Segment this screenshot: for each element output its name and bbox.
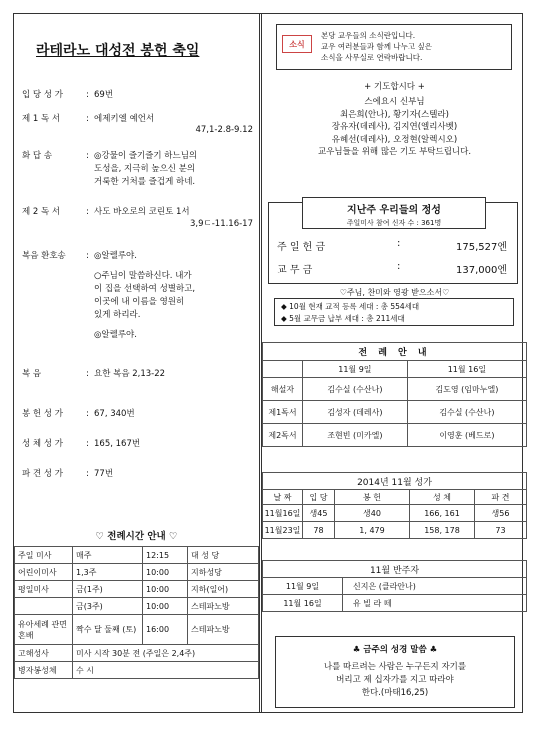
stats-line: ◆ 5월 교무금 납부 세대 : 총 211세대 [281,314,405,323]
table-row [15,581,259,598]
prayer-line: 장유자(데레사), 김지연(엘리사벳) [331,122,458,132]
table-row [15,598,259,615]
table-cell: 해설자 [263,378,303,401]
verse-text [276,661,514,700]
alleluia-l3: 이곳에 내 이름을 영원히 [94,297,185,307]
offering-label: 주 일 헌 금 [277,242,326,253]
worship-schedule-table [14,546,259,679]
hymns-title: 2014년 11월 성가 [263,473,527,490]
liturgy-title: 전 례 안 내 [263,343,527,361]
table-cell: 11월 9일 [303,361,408,378]
table-row [263,595,527,612]
stats-line: ◆ 10월 현재 교적 등록 세대 : 총 554세대 [281,302,420,311]
order-value: 요한 복음 2,13-22 [94,369,166,379]
order-value: 67, 340번 [94,409,135,419]
table-row [15,662,259,679]
table-cell: 매주 [73,547,143,564]
prayer-line: 유혜선(데레사), 오정현(알렉시오) [331,134,458,145]
order-communion: 성 체 성 가 : 165, 167번 [22,438,257,450]
offering-amount: 137,000엔 [455,265,507,276]
table-cell: 제1독서 [263,401,303,424]
table-cell: 미사 시작 30분 전 (주일은 2,4주) [73,645,259,662]
offering-header [302,197,486,229]
table-cell: 수 시 [73,662,259,679]
table-cell: 생45 [303,505,335,522]
table-row [263,490,527,505]
table-cell: 10:00 [143,564,188,581]
order-value: 77번 [94,469,114,479]
table-row [15,645,259,662]
table-cell: 1, 479 [335,522,410,539]
verse-line: 한다.(마태16,25) [361,688,429,698]
order-label: 화 답 송 [22,151,53,161]
table-cell: 생40 [335,505,410,522]
offering-subtitle: 주일미사 참여 신자 수 : 361명 [346,219,442,227]
order-value: 에제키엘 예언서 [94,114,155,124]
table-row [263,561,527,578]
order-value: ◎강물이 즐기즐기 하느님의 [94,151,198,161]
order-offertory: 봉 헌 성 가 : 67, 340번 [22,408,257,420]
table-cell: 병자봉성체 [15,662,73,679]
page-title: 라테라노 대성전 봉헌 축일 [36,43,200,59]
table-cell: 대 성 당 [188,547,259,564]
offering-sep: : [397,238,401,249]
notice-box [276,24,512,70]
prayer-line: 교우님들을 위해 많은 기도 부탁드립니다. [317,147,472,157]
reading1-ref: 47,1-2.8-9.12 [195,125,253,135]
table-cell: 11월 9일 [263,578,343,595]
table-cell: 김수실 (수산나) [303,378,408,401]
table-row [263,505,527,522]
psalm-line2: 도성을, 지극히 높으신 분의 [94,164,196,174]
table-cell: 조현빈 (미카엘) [303,424,408,447]
order-label: 입 당 성 가 [22,90,63,100]
verse-box [275,636,515,708]
table-row [15,547,259,564]
table-cell: 지하(일어) [188,581,259,598]
hymns-table [262,472,527,539]
table-header: 성 체 [410,490,475,505]
worship-schedule-title: ♡ 전례시간 안내 ♡ [95,531,178,542]
prayer-title: + 기도합시다 + [364,82,425,92]
table-row [263,378,527,401]
verse-title: ♣ 금주의 성경 말씀 ♣ [352,645,438,655]
order-value: 165, 167번 [94,439,141,449]
order-reading2: 제 2 독 서 : 사도 바오로의 코린토 1서 [22,206,257,218]
table-row [263,473,527,490]
table-cell: 16:00 [143,615,188,645]
table-cell: 금(1주) [73,581,143,598]
bulletin-page [13,13,523,713]
order-value: ◎알렐루야. [94,251,137,261]
offering-title: 지난주 우리들의 정성 [347,205,441,216]
order-label: 제 1 독 서 [22,114,61,124]
order-label: 제 2 독 서 [22,207,61,217]
order-dismissal: 파 견 성 가 : 77번 [22,468,257,480]
prayer-list [262,96,527,159]
order-label: 봉 헌 성 가 [22,409,63,419]
offering-row-tithe [277,261,507,276]
blessing-text: ♡주님, 찬미와 영광 받으소서♡ [339,288,450,297]
table-cell: 평일미사 [15,581,73,598]
table-header: 입 당 [303,490,335,505]
table-cell: 12:15 [143,547,188,564]
alleluia-l1: ○주님이 말씀하신다. 내가 [94,271,192,281]
order-label: 파 견 성 가 [22,469,63,479]
table-cell: 김수실 (수산나) [407,401,526,424]
order-psalm: 화 답 송 : ◎강물이 즐기즐기 하느님의 [22,150,257,162]
servers-table [262,560,527,612]
left-column [14,14,259,712]
table-row [263,401,527,424]
prayer-line: 스에요시 신부님 [364,97,425,107]
alleluia-l2: 이 집을 선택하여 성별하고, [94,284,196,294]
table-cell: 금(3주) [73,598,143,615]
table-cell: 고해성사 [15,645,73,662]
stats-box [274,298,514,326]
psalm-line3: 거룩한 거처를 즐겁게 하네. [94,177,196,187]
table-cell: 짝수 달 둘째 (토) [73,615,143,645]
table-cell: 스테파노방 [188,615,259,645]
table-cell: 73 [475,522,527,539]
table-cell: 어린이미사 [15,564,73,581]
table-header: 파 견 [475,490,527,505]
table-cell: 1,3주 [73,564,143,581]
table-cell: 지하성당 [188,564,259,581]
table-row [263,522,527,539]
notice-line: 소식을 사무실로 연락바랍니다. [321,53,423,62]
table-row [15,615,259,645]
order-entrance: 입 당 성 가 : 69번 [22,89,257,101]
order-value: 69번 [94,90,114,100]
table-cell: 11월 16일 [407,361,526,378]
order-label: 성 체 성 가 [22,439,63,449]
order-label: 복 음 [22,369,42,379]
table-cell: 스테파노방 [188,598,259,615]
notice-line: 본당 교우들의 소식란입니다. [321,31,416,40]
table-cell: 이영훈 (베드로) [407,424,526,447]
table-row [263,343,527,361]
offering-row-sunday [277,238,507,253]
table-cell: 10:00 [143,598,188,615]
verse-line: 버리고 제 십자가를 지고 따라야 [336,675,454,685]
table-cell: 유 빌 라 떼 [343,595,527,612]
table-cell [15,598,73,615]
table-row [263,578,527,595]
table-cell: 주일 미사 [15,547,73,564]
order-reading1: 제 1 독 서 : 에제키엘 예언서 [22,113,257,125]
table-cell: 제2독서 [263,424,303,447]
notice-text [321,30,509,63]
order-alleluia: 복음 환호송 : ◎알렐루야. [22,250,257,262]
table-cell: 78 [303,522,335,539]
prayer-line: 최은희(안나), 황기자(스텔라) [340,109,449,120]
offering-amount: 175,527엔 [455,242,507,253]
table-cell: 신지은 (클라안나) [343,578,527,595]
table-header: 봉 헌 [335,490,410,505]
table-cell: 11월23일 [263,522,303,539]
table-row [263,424,527,447]
alleluia-l5: ◎알렐루야. [94,330,137,340]
table-cell: 생56 [475,505,527,522]
order-label: 복음 환호송 [22,251,66,261]
table-cell: 유아세례 관면혼배 [15,615,73,645]
servers-title: 11월 반주자 [263,561,527,578]
reading2-ref: 3,9ㄷ-11.16-17 [189,219,253,229]
order-gospel: 복 음 : 요한 복음 2,13-22 [22,368,257,380]
alleluia-l4: 있게 하리라. [94,310,141,320]
offering-box [268,202,518,284]
right-column [259,14,524,712]
table-cell: 166, 161 [410,505,475,522]
verse-line: 나를 따르려는 사람은 누구든지 자기를 [323,662,467,672]
table-cell: 10:00 [143,581,188,598]
notice-logo: 소식 [282,35,312,53]
table-cell: 김도영 (임마누엘) [407,378,526,401]
order-value: 사도 바오로의 코린토 1서 [94,207,190,217]
table-cell: 11월16일 [263,505,303,522]
table-cell: 11월 16일 [263,595,343,612]
table-row [15,564,259,581]
table-cell: 158, 178 [410,522,475,539]
table-cell: 김성자 (데레사) [303,401,408,424]
offering-label: 교 무 금 [277,265,313,276]
table-header: 날 짜 [263,490,303,505]
offering-sep: : [397,261,401,272]
table-row [263,361,527,378]
notice-line: 교우 여러분들과 함께 나누고 싶은 [321,42,432,51]
liturgy-table [262,342,527,447]
